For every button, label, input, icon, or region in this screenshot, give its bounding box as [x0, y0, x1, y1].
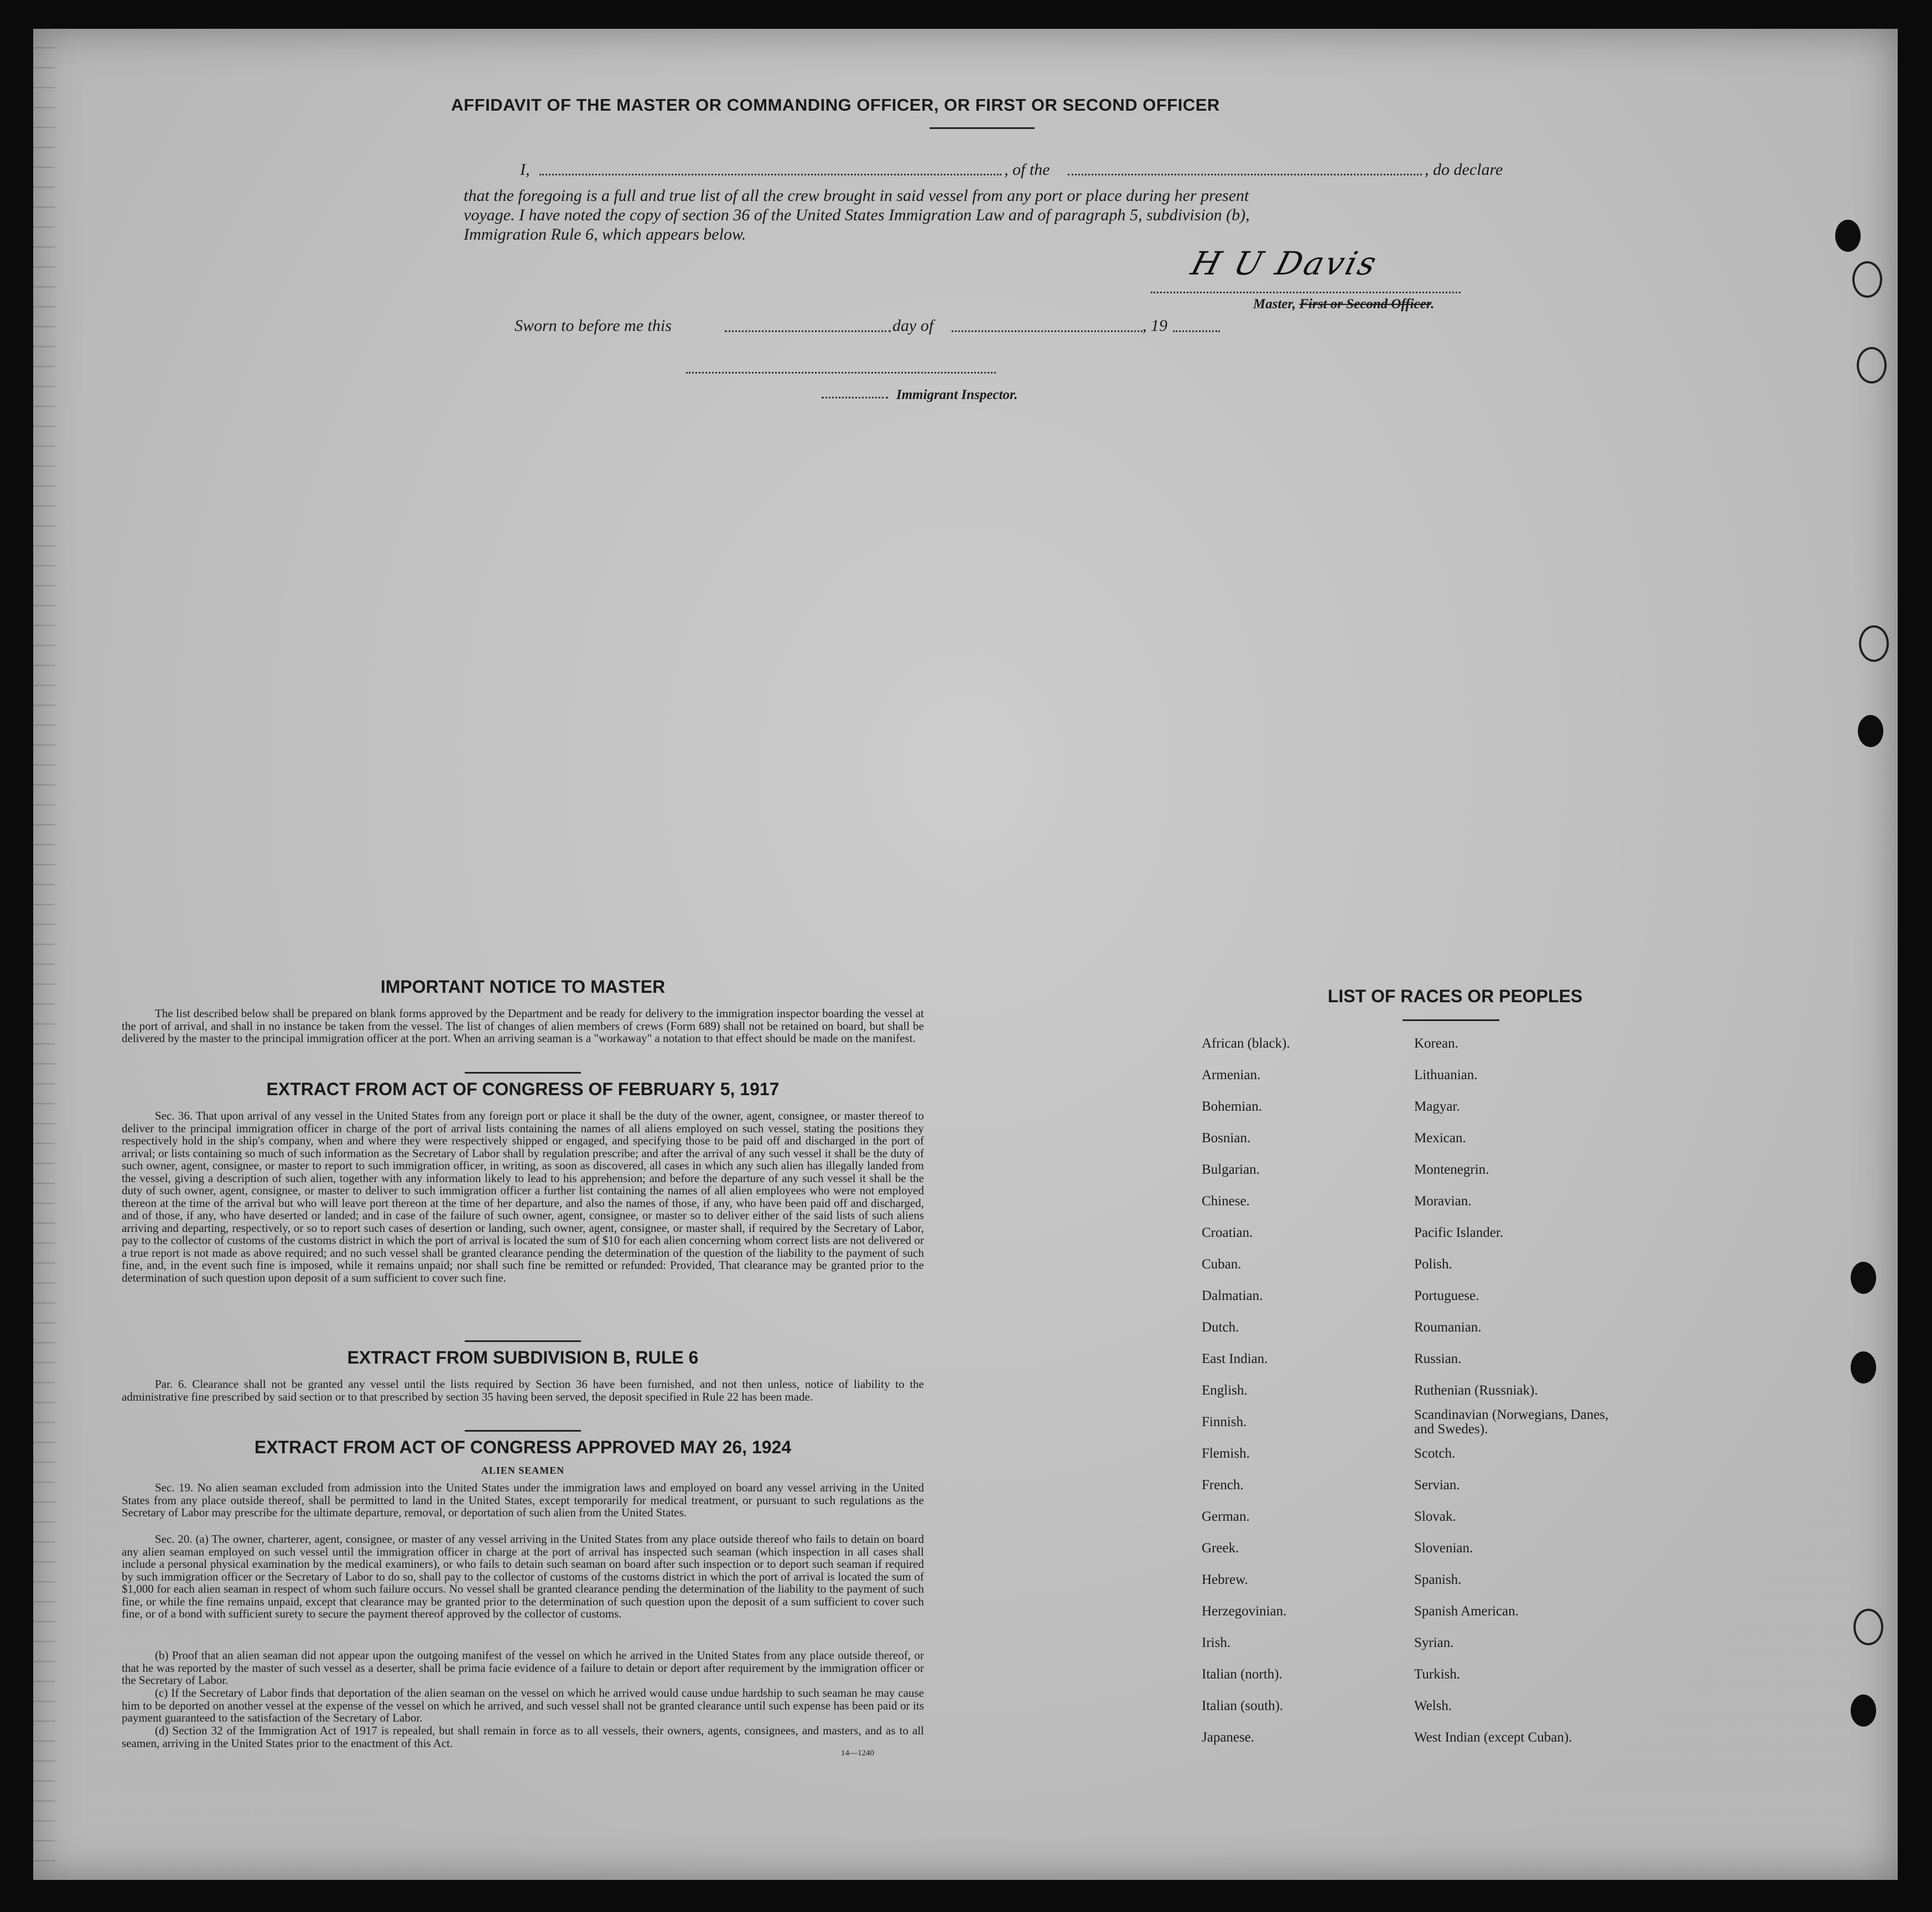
punch-hole [1851, 1351, 1876, 1384]
race-left: Bohemian. [1202, 1099, 1263, 1114]
punch-hole [1852, 261, 1882, 298]
inspector-label: Immigrant Inspector. [896, 387, 1018, 402]
race-right: Slovenian. [1414, 1541, 1473, 1556]
punch-hole [1858, 715, 1883, 747]
race-right: Russian. [1414, 1351, 1462, 1366]
sec19-text: Sec. 19. No alien seaman excluded from admission into the United States under the immigration laws and employed on board any vessel arriving in the United States from any place outside thereof, shall be permitted to land in the United States, except temporarily for medical treatment, or pursuant to such regulations as the Secretary of Labor may prescribe for the ultimate departure, removal, or deportation of such alien from the United States. [122, 1481, 924, 1519]
race-left: German. [1202, 1509, 1250, 1524]
section-rule [465, 1340, 581, 1342]
race-right: Polish. [1414, 1257, 1452, 1272]
race-left: Bulgarian. [1202, 1162, 1260, 1177]
race-right: Pacific Islander. [1414, 1225, 1504, 1240]
section-rule [465, 1430, 581, 1432]
race-left: Armenian. [1202, 1068, 1261, 1082]
sworn-day-field[interactable] [725, 330, 891, 332]
race-left: Chinese. [1202, 1194, 1250, 1209]
race-left: Finnish. [1202, 1414, 1247, 1429]
punch-hole [1851, 1695, 1876, 1727]
master-signature: H U Davis [1187, 245, 1383, 282]
title-rule [929, 127, 1035, 129]
extract-1917-title: EXTRACT FROM ACT OF CONGRESS OF FEBRUARY 5, 1917 [266, 1079, 780, 1099]
extract-1924-title: EXTRACT FROM ACT OF CONGRESS APPROVED MAY 26, 1924 [254, 1437, 792, 1457]
punch-hole [1853, 1609, 1883, 1645]
race-left: Japanese. [1202, 1730, 1255, 1745]
race-left: Irish. [1202, 1635, 1231, 1650]
punch-hole [1857, 347, 1887, 384]
race-left: French. [1202, 1478, 1244, 1493]
race-right: Roumanian. [1414, 1320, 1482, 1335]
master-word: Master, [1253, 297, 1296, 312]
signature-line [1151, 292, 1461, 293]
sec20b-text: (b) Proof that an alien seaman did not appear upon the outgoing manifest of the vessel on which he arrived in the United States from any place outside thereof, or that he was reported by the master of such vessel as a deserter, shall be prima facie evidence of a failure to detain or deport after requirement by the immigration officer or the Secretary of Labor. [122, 1649, 924, 1687]
affidavit-body-line: voyage. I have noted the copy of section 36 of the United States Immigration Law and of paragraph 5, subdivision (b), [464, 206, 1250, 224]
notice-title: IMPORTANT NOTICE TO MASTER [380, 977, 666, 997]
inspector-lead-line [822, 397, 888, 398]
race-right: Moravian. [1414, 1194, 1472, 1209]
races-title: LIST OF RACES OR PEOPLES [1327, 986, 1583, 1006]
form-number: 14—1240 [841, 1749, 874, 1758]
punch-hole [1851, 1262, 1876, 1294]
race-right: Slovak. [1414, 1509, 1456, 1524]
declarant-prefix: I, [520, 160, 530, 179]
sec20d-text: (d) Section 32 of the Immigration Act of 1917 is repealed, but shall remain in force as to all vessels, their owners, agents, consignees, and masters, and as to all seamen, arriving in the United States prior to the enactment of this Act. [122, 1724, 924, 1750]
race-right: Spanish. [1414, 1572, 1462, 1587]
race-left: Dalmatian. [1202, 1288, 1263, 1303]
sworn-year-field[interactable] [1173, 330, 1220, 332]
vessel-prefix: , of the [1004, 160, 1050, 179]
race-right: Ruthenian (Russniak). [1414, 1383, 1538, 1398]
notice-text: The list described below shall be prepared on blank forms approved by the Department and be ready for delivery to the immigration inspector boarding the vessel at the port of arrival, and shall in no instance be taken from the vessel. The list of changes of alien members of crews (Form 689) shall not be retained on board, but shall be delivered by the master to the principal immigration officer at the port. When an arriving seaman is a "workaway" a notation to that effect should be made on the manifest. [122, 1007, 924, 1045]
rule6-title: EXTRACT FROM SUBDIVISION B, RULE 6 [347, 1348, 699, 1367]
race-right: Mexican. [1414, 1131, 1466, 1146]
affidavit-body-line: Immigration Rule 6, which appears below. [464, 225, 746, 243]
race-right: Spanish American. [1414, 1604, 1519, 1619]
race-left: Greek. [1202, 1541, 1239, 1556]
race-right: Turkish. [1414, 1667, 1461, 1682]
sworn-day-of: day of [892, 317, 934, 335]
declare-suffix: , do declare [1425, 160, 1503, 179]
race-left: East Indian. [1202, 1351, 1268, 1366]
document-sheet [33, 29, 1898, 1880]
race-left: Dutch. [1202, 1320, 1239, 1335]
declarant-name-field[interactable] [539, 174, 1001, 175]
alien-seamen-subtitle: ALIEN SEAMEN [481, 1465, 565, 1476]
section-rule [465, 1072, 581, 1074]
race-left: Bosnian. [1202, 1131, 1251, 1146]
vessel-name-field[interactable] [1068, 174, 1422, 175]
inspector-signature-line[interactable] [686, 372, 996, 374]
race-left: English. [1202, 1383, 1248, 1398]
struck-officer-label: First or Second Officer [1299, 297, 1431, 312]
sec20c-text: (c) If the Secretary of Labor finds that deportation of the alien seaman on the vessel on which he arrived would cause undue hardship to such seaman he may cause him to be deported on another vessel at the expense of the vessel on which he arrived, and such vessel shall not be granted clearance until such expense has been paid or its payment guaranteed to the satisfaction of the Secretary of Labor. [122, 1686, 924, 1724]
ledger-edge-lines [33, 29, 55, 1880]
race-right: Korean. [1414, 1036, 1458, 1051]
races-title-rule [1403, 1019, 1499, 1021]
race-left: Croatian. [1202, 1225, 1253, 1240]
race-left: Cuban. [1202, 1257, 1242, 1272]
race-left: African (black). [1202, 1036, 1290, 1051]
sworn-prefix: Sworn to before me this [515, 317, 672, 335]
race-right: Scandinavian (Norwegians, Danes, and Swedes). [1414, 1407, 1609, 1437]
race-right: Welsh. [1414, 1698, 1452, 1713]
race-right: Syrian. [1414, 1635, 1454, 1650]
race-right: Servian. [1414, 1478, 1460, 1493]
sec20a-text: Sec. 20. (a) The owner, charterer, agent, consignee, or master of any vessel arriving in the United States from any place outside thereof who fails to detain on board any alien seaman employed on such vessel until the immigration officer in charge at the port of arrival has inspected such seaman (which inspection in all cases shall include a personal physical examination by the medical examiners), or who fails to detain such seaman on board after such inspection or to deport such seaman if required by such immigration officer or the Secretary of Labor to do so, shall pay to the collector of customs of the customs district in which the port of arrival is located the sum of $1,000 for each alien seaman in respect of whom such failure occurs. No vessel shall be granted clearance pending the determination of the liability to the payment of such fine, or while the fine remains unpaid, except that clearance may be granted prior to the determination of such question upon the deposit of a sum sufficient to cover such fine, or of a bond with sufficient surety to secure the payment thereof approved by the collector of customs. [122, 1532, 924, 1620]
extract-1917-text: Sec. 36. That upon arrival of any vessel in the United States from any foreign port or place it shall be the duty of the owner, agent, consignee, or master thereof to deliver to the principal immigration officer in charge of the port of arrival lists containing the names of all aliens employed on such vessel, stating the positions they respectively hold in the ship's company, when and where they were respectively shipped or engaged, and specifying those to be paid off and discharged in the port of arrival; or lists containing so much of such information as the Secretary of Labor shall by regulation prescribe; and after the arrival of any such vessel it shall be the duty of such owner, agent, consignee, or master to report to such immigration officer, in writing, as soon as discovered, all cases in which any such alien has illegally landed from the vessel, giving a description of such alien, together with any information likely to lead to his apprehension; and before the departure of any such vessel it shall be the duty of such owner, agent, consignee, or master to deliver to such immigration officer a further list containing the names of all alien employees who were not employed thereon at the time of the arrival but who will leave port thereon at the time of her departure, and also the names of those, if any, who have been paid off and discharged, and of those, if any, who have deserted or landed; and in case of the failure of such owner, agent, consignee, or master so to deliver either of the said lists of such aliens arriving and departing, respectively, or so to report such cases of desertion or landing, such owner, agent, consignee, or master shall, if required by the Secretary of Labor, pay to the collector of customs of the customs district in which the port of arrival is located the sum of $10 for each alien concerning whom correct lists are not delivered or a true report is not made as above required; and no such vessel shall be granted clearance pending the determination of the question of the liability to the payment of such fine, and, in the event such fine is imposed, while it remains unpaid; nor shall such fine be remitted or refunded: Provided, That clearance may be granted prior to the determination of such question upon deposit of a sum sufficient to cover such fine. [122, 1109, 924, 1284]
race-left: Flemish. [1202, 1446, 1250, 1461]
race-left: Hebrew. [1202, 1572, 1248, 1587]
race-left: Italian (south). [1202, 1698, 1284, 1713]
sworn-month-field[interactable] [952, 330, 1142, 332]
master-tail: . [1431, 297, 1435, 312]
race-right: Scotch. [1414, 1446, 1456, 1461]
race-right: Montenegrin. [1414, 1162, 1489, 1177]
affidavit-title: AFFIDAVIT OF THE MASTER OR COMMANDING OFFICER, OR FIRST OR SECOND OFFICER [451, 95, 1220, 115]
race-left: Herzegovinian. [1202, 1604, 1287, 1619]
punch-hole [1859, 625, 1889, 662]
race-right: Portuguese. [1414, 1288, 1479, 1303]
rule6-text: Par. 6. Clearance shall not be granted any vessel until the lists required by Section 36 have been furnished, and not then unless, notice of liability to the administrative fine prescribed by said section or to that prescribed by section 35 having been served, the deposit specified in Rule 22 has been made. [122, 1377, 924, 1403]
punch-hole [1835, 220, 1861, 252]
race-right: Lithuanian. [1414, 1068, 1478, 1082]
race-right: West Indian (except Cuban). [1414, 1730, 1572, 1745]
race-right: Magyar. [1414, 1099, 1460, 1114]
sworn-year-prefix: , 19 [1142, 317, 1167, 335]
master-label [1253, 297, 1434, 312]
race-left: Italian (north). [1202, 1667, 1282, 1682]
affidavit-body-line: that the foregoing is a full and true list of all the crew brought in said vessel from any port or place during her present [464, 186, 1249, 205]
